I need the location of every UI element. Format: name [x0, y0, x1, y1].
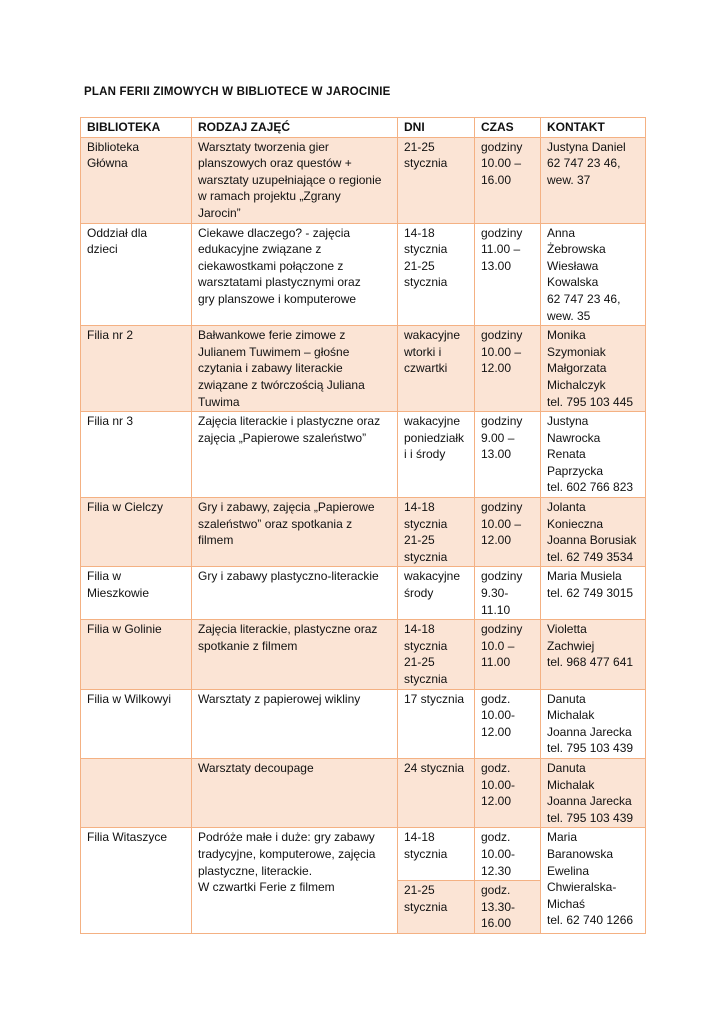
cell-line: 10.0 – — [481, 638, 515, 653]
cell-line: Jolanta — [547, 500, 586, 515]
cell-line: Filia nr 3 — [87, 414, 134, 429]
cell-line: 10.00- — [481, 846, 516, 861]
cell-zajecia — [192, 326, 398, 412]
cell-line: Mieszkowie — [87, 586, 150, 601]
cell-kontakt — [541, 620, 646, 689]
cell-line: tel. 62 740 1266 — [547, 913, 634, 928]
cell-line: stycznia — [404, 242, 448, 257]
cell-czas — [475, 498, 541, 567]
cell-line: 9.00 – — [481, 430, 515, 445]
cell-line: stycznia — [404, 516, 448, 531]
cell-czas — [475, 881, 541, 934]
cell-kontakt — [541, 758, 646, 827]
cell-line: stycznia — [404, 275, 448, 290]
cell-line: zajęcia „Papierowe szaleństwo” — [198, 430, 367, 445]
cell-line: Wiesława — [547, 258, 599, 273]
cell-line: Julianem Tuwimem – głośne — [198, 344, 350, 359]
cell-line: stycznia — [404, 899, 448, 914]
cell-line: 14-18 — [404, 622, 435, 637]
cell-line: Zajęcia literackie, plastyczne oraz — [198, 622, 378, 637]
cell-line: Zajęcia literackie i plastyczne oraz — [198, 414, 381, 429]
cell-line: Biblioteka — [87, 139, 140, 154]
header-rodzaj-zajec: RODZAJ ZAJĘĆ — [192, 118, 398, 138]
cell-czas — [475, 326, 541, 412]
cell-line: 12.00 — [481, 361, 512, 376]
cell-dni — [398, 326, 475, 412]
cell-line: 9.30- — [481, 586, 509, 601]
cell-line: stycznia — [404, 672, 448, 686]
cell-line: 14-18 — [404, 225, 435, 240]
cell-line: Warsztaty decoupage — [198, 760, 314, 775]
cell-dni — [398, 620, 475, 689]
cell-zajecia — [192, 223, 398, 326]
cell-line: Michalak — [547, 708, 595, 723]
cell-line: Ewelina — [547, 863, 590, 878]
cell-biblioteka — [81, 758, 192, 827]
cell-line: W czwartki Ferie z filmem — [198, 880, 335, 895]
table-row-witaszyce — [81, 828, 646, 881]
cell-line: 11.00 – — [481, 242, 521, 257]
cell-kontakt — [541, 223, 646, 326]
cell-line: spotkanie z filmem — [198, 638, 298, 653]
cell-biblioteka — [81, 412, 192, 498]
cell-line: Maria — [547, 830, 578, 845]
cell-line: 16.00 — [481, 172, 512, 187]
cell-line: godziny — [481, 328, 523, 343]
cell-line: godziny — [481, 139, 523, 154]
cell-line: 21-25 — [404, 139, 435, 154]
cell-czas — [475, 689, 541, 758]
cell-line: Maria Musiela — [547, 569, 622, 584]
cell-czas — [475, 758, 541, 827]
cell-line: Michaś — [547, 896, 586, 911]
cell-line: Filia w Wilkowyi — [87, 691, 171, 706]
cell-line: godziny — [481, 569, 523, 584]
cell-line: Justyna Daniel — [547, 139, 626, 154]
cell-line: godz. — [481, 830, 511, 845]
table-row — [81, 689, 646, 758]
cell-line: w ramach projektu „Zgrany — [198, 189, 341, 204]
cell-line: Gry i zabawy, zajęcia „Papierowe — [198, 500, 375, 515]
cell-line: Warsztaty z papierowej wikliny — [198, 691, 361, 706]
cell-dni — [398, 498, 475, 567]
cell-line: tel. 602 766 823 — [547, 480, 634, 495]
cell-biblioteka — [81, 326, 192, 412]
cell-line: Joanna Jarecka — [547, 794, 632, 809]
cell-line: Michalczyk — [547, 377, 606, 392]
cell-kontakt — [541, 326, 646, 412]
table-row — [81, 567, 646, 620]
cell-line: 14-18 — [404, 830, 435, 845]
cell-line: stycznia — [404, 846, 448, 861]
cell-line: wew. 37 — [547, 172, 591, 187]
table-row — [81, 137, 646, 223]
cell-biblioteka — [81, 567, 192, 620]
cell-line: stycznia — [404, 156, 448, 171]
cell-kontakt — [541, 498, 646, 567]
cell-dni — [398, 567, 475, 620]
cell-line: Paprzycka — [547, 463, 604, 478]
cell-biblioteka — [81, 620, 192, 689]
cell-line: godz. — [481, 883, 511, 898]
cell-line: 10.00 – — [481, 156, 522, 171]
cell-line: Jarocin” — [198, 205, 241, 220]
cell-line: Zachwiej — [547, 638, 595, 653]
cell-zajecia — [192, 620, 398, 689]
cell-czas — [475, 137, 541, 223]
cell-line: wakacyjne — [404, 328, 461, 343]
cell-line: Filia nr 2 — [87, 328, 134, 343]
cell-line: stycznia — [404, 549, 448, 564]
cell-line: Główna — [87, 156, 128, 171]
cell-line: warsztatami plastycznymi oraz — [198, 275, 361, 290]
cell-line: 12.00 — [481, 533, 512, 548]
cell-line: Anna — [547, 225, 576, 240]
cell-line: 11.00 — [481, 655, 511, 670]
cell-line: filmem — [198, 533, 234, 548]
cell-line: Szymoniak — [547, 344, 606, 359]
cell-dni — [398, 223, 475, 326]
cell-line: stycznia — [404, 638, 448, 653]
cell-biblioteka — [81, 498, 192, 567]
cell-line: 10.00 – — [481, 344, 522, 359]
cell-line: godziny — [481, 414, 523, 429]
cell-line: 13.30- — [481, 899, 516, 914]
cell-line: 62 747 23 46, — [547, 291, 621, 306]
cell-line: Monika — [547, 328, 586, 343]
cell-dni — [398, 828, 475, 881]
cell-dni — [398, 412, 475, 498]
cell-zajecia — [192, 498, 398, 567]
cell-line: wtorki i — [404, 344, 442, 359]
cell-line: tel. 795 103 439 — [547, 741, 634, 756]
cell-zajecia — [192, 689, 398, 758]
cell-line: godziny — [481, 622, 523, 637]
cell-line: tel. 795 103 439 — [547, 810, 634, 825]
cell-line: Małgorzata — [547, 361, 607, 376]
cell-line: Warsztaty tworzenia gier — [198, 139, 329, 154]
cell-line: godz. — [481, 691, 511, 706]
table-header-row — [81, 118, 646, 138]
cell-line: Bałwankowe ferie zimowe z — [198, 328, 346, 343]
cell-line: tel. 62 749 3534 — [547, 549, 634, 564]
cell-line: czytania i zabawy literackie — [198, 361, 343, 376]
header-kontakt: KONTAKT — [541, 118, 646, 138]
cell-line: wakacyjne — [404, 569, 461, 584]
cell-line: 21-25 — [404, 655, 435, 670]
cell-line: Filia w Cielczy — [87, 500, 164, 515]
cell-line: planszowych oraz questów + — [198, 156, 352, 171]
cell-line: szaleństwo” oraz spotkania z — [198, 516, 353, 531]
cell-line: 10.00 – — [481, 516, 522, 531]
cell-kontakt — [541, 412, 646, 498]
cell-dni — [398, 758, 475, 827]
cell-line: wew. 35 — [547, 308, 591, 323]
cell-line: Danuta — [547, 691, 586, 706]
cell-czas — [475, 567, 541, 620]
document-title: PLAN FERII ZIMOWYCH W BIBLIOTECE W JAROCINIE — [84, 86, 391, 98]
table-row — [81, 498, 646, 567]
cell-line: Chwieralska- — [547, 880, 617, 895]
cell-line: związane z twórczością Juliana — [198, 377, 365, 392]
cell-line: Renata — [547, 447, 586, 462]
cell-line: Oddział dla — [87, 225, 148, 240]
cell-line: 13.00 — [481, 447, 512, 462]
header-dni: DNI — [398, 118, 475, 138]
schedule-table — [80, 117, 646, 934]
cell-biblioteka — [81, 137, 192, 223]
cell-line: Joanna Jarecka — [547, 724, 632, 739]
cell-dni — [398, 689, 475, 758]
cell-zajecia — [192, 137, 398, 223]
table-row — [81, 620, 646, 689]
cell-line: 16.00 — [481, 916, 512, 931]
cell-line: dzieci — [87, 242, 118, 257]
cell-line: poniedziałk — [404, 430, 465, 445]
table-row — [81, 758, 646, 827]
cell-zajecia — [192, 758, 398, 827]
cell-dni — [398, 881, 475, 934]
cell-line: tel. 968 477 641 — [547, 655, 634, 670]
cell-line: ciekawostkami połączone z — [198, 258, 344, 273]
cell-line: 12.00 — [481, 794, 512, 809]
cell-kontakt — [541, 689, 646, 758]
cell-line: 12.30 — [481, 863, 512, 878]
cell-line: Gry i zabawy plastyczno-literackie — [198, 569, 379, 584]
table-row — [81, 412, 646, 498]
cell-biblioteka — [81, 689, 192, 758]
header-czas: CZAS — [475, 118, 541, 138]
cell-line: 17 stycznia — [404, 691, 465, 706]
cell-kontakt — [541, 137, 646, 223]
cell-zajecia — [192, 828, 398, 934]
cell-line: edukacyjne związane z — [198, 242, 322, 257]
cell-line: Filia w — [87, 569, 122, 584]
cell-biblioteka — [81, 223, 192, 326]
cell-line: Violetta — [547, 622, 587, 637]
cell-zajecia — [192, 567, 398, 620]
table-row — [81, 223, 646, 326]
cell-line: Michalak — [547, 777, 595, 792]
cell-czas — [475, 828, 541, 881]
cell-line: 10.00- — [481, 708, 516, 723]
cell-line: i i środy — [404, 447, 446, 462]
cell-czas — [475, 620, 541, 689]
cell-line: Joanna Borusiak — [547, 533, 637, 548]
cell-line: godz. — [481, 760, 511, 775]
cell-line: tel. 795 103 445 — [547, 394, 634, 409]
cell-line: Danuta — [547, 760, 586, 775]
cell-line: gry planszowe i komputerowe — [198, 291, 357, 306]
table-body — [81, 137, 646, 933]
cell-line: 13.00 — [481, 258, 512, 273]
cell-line: tradycyjne, komputerowe, zajęcia — [198, 846, 376, 861]
cell-line: czwartki — [404, 361, 448, 376]
cell-line: 21-25 — [404, 258, 435, 273]
header-biblioteka: BIBLIOTEKA — [81, 118, 192, 138]
table-row — [81, 326, 646, 412]
cell-line: godziny — [481, 500, 523, 515]
cell-line: Podróże małe i duże: gry zabawy — [198, 830, 375, 845]
cell-line: 21-25 — [404, 533, 435, 548]
cell-line: 24 stycznia — [404, 760, 465, 775]
cell-biblioteka — [81, 828, 192, 934]
cell-line: plastyczne, literackie. — [198, 863, 313, 878]
cell-line: Nawrocka — [547, 430, 601, 445]
cell-line: Tuwima — [198, 394, 240, 409]
cell-line: Ciekawe dlaczego? - zajęcia — [198, 225, 351, 240]
cell-kontakt — [541, 828, 646, 934]
cell-line: 10.00- — [481, 777, 516, 792]
cell-line: 12.00 — [481, 724, 512, 739]
cell-kontakt — [541, 567, 646, 620]
cell-line: środy — [404, 586, 434, 601]
cell-line: Filia Witaszyce — [87, 830, 168, 845]
cell-line: Kowalska — [547, 275, 599, 290]
cell-line: Żebrowska — [547, 242, 606, 257]
cell-line: 14-18 — [404, 500, 435, 515]
cell-line: 11.10 — [481, 602, 511, 617]
cell-czas — [475, 412, 541, 498]
cell-line: Baranowska — [547, 846, 614, 861]
cell-czas — [475, 223, 541, 326]
cell-line: 21-25 — [404, 883, 435, 898]
cell-zajecia — [192, 412, 398, 498]
cell-line: Justyna — [547, 414, 589, 429]
cell-line: 62 747 23 46, — [547, 156, 621, 171]
cell-line: Filia w Golinie — [87, 622, 162, 637]
cell-dni — [398, 137, 475, 223]
cell-line: tel. 62 749 3015 — [547, 586, 634, 601]
cell-line: wakacyjne — [404, 414, 461, 429]
cell-line: Konieczna — [547, 516, 604, 531]
cell-line: warsztaty uzupełniające o regionie — [198, 172, 382, 187]
cell-line: godziny — [481, 225, 523, 240]
